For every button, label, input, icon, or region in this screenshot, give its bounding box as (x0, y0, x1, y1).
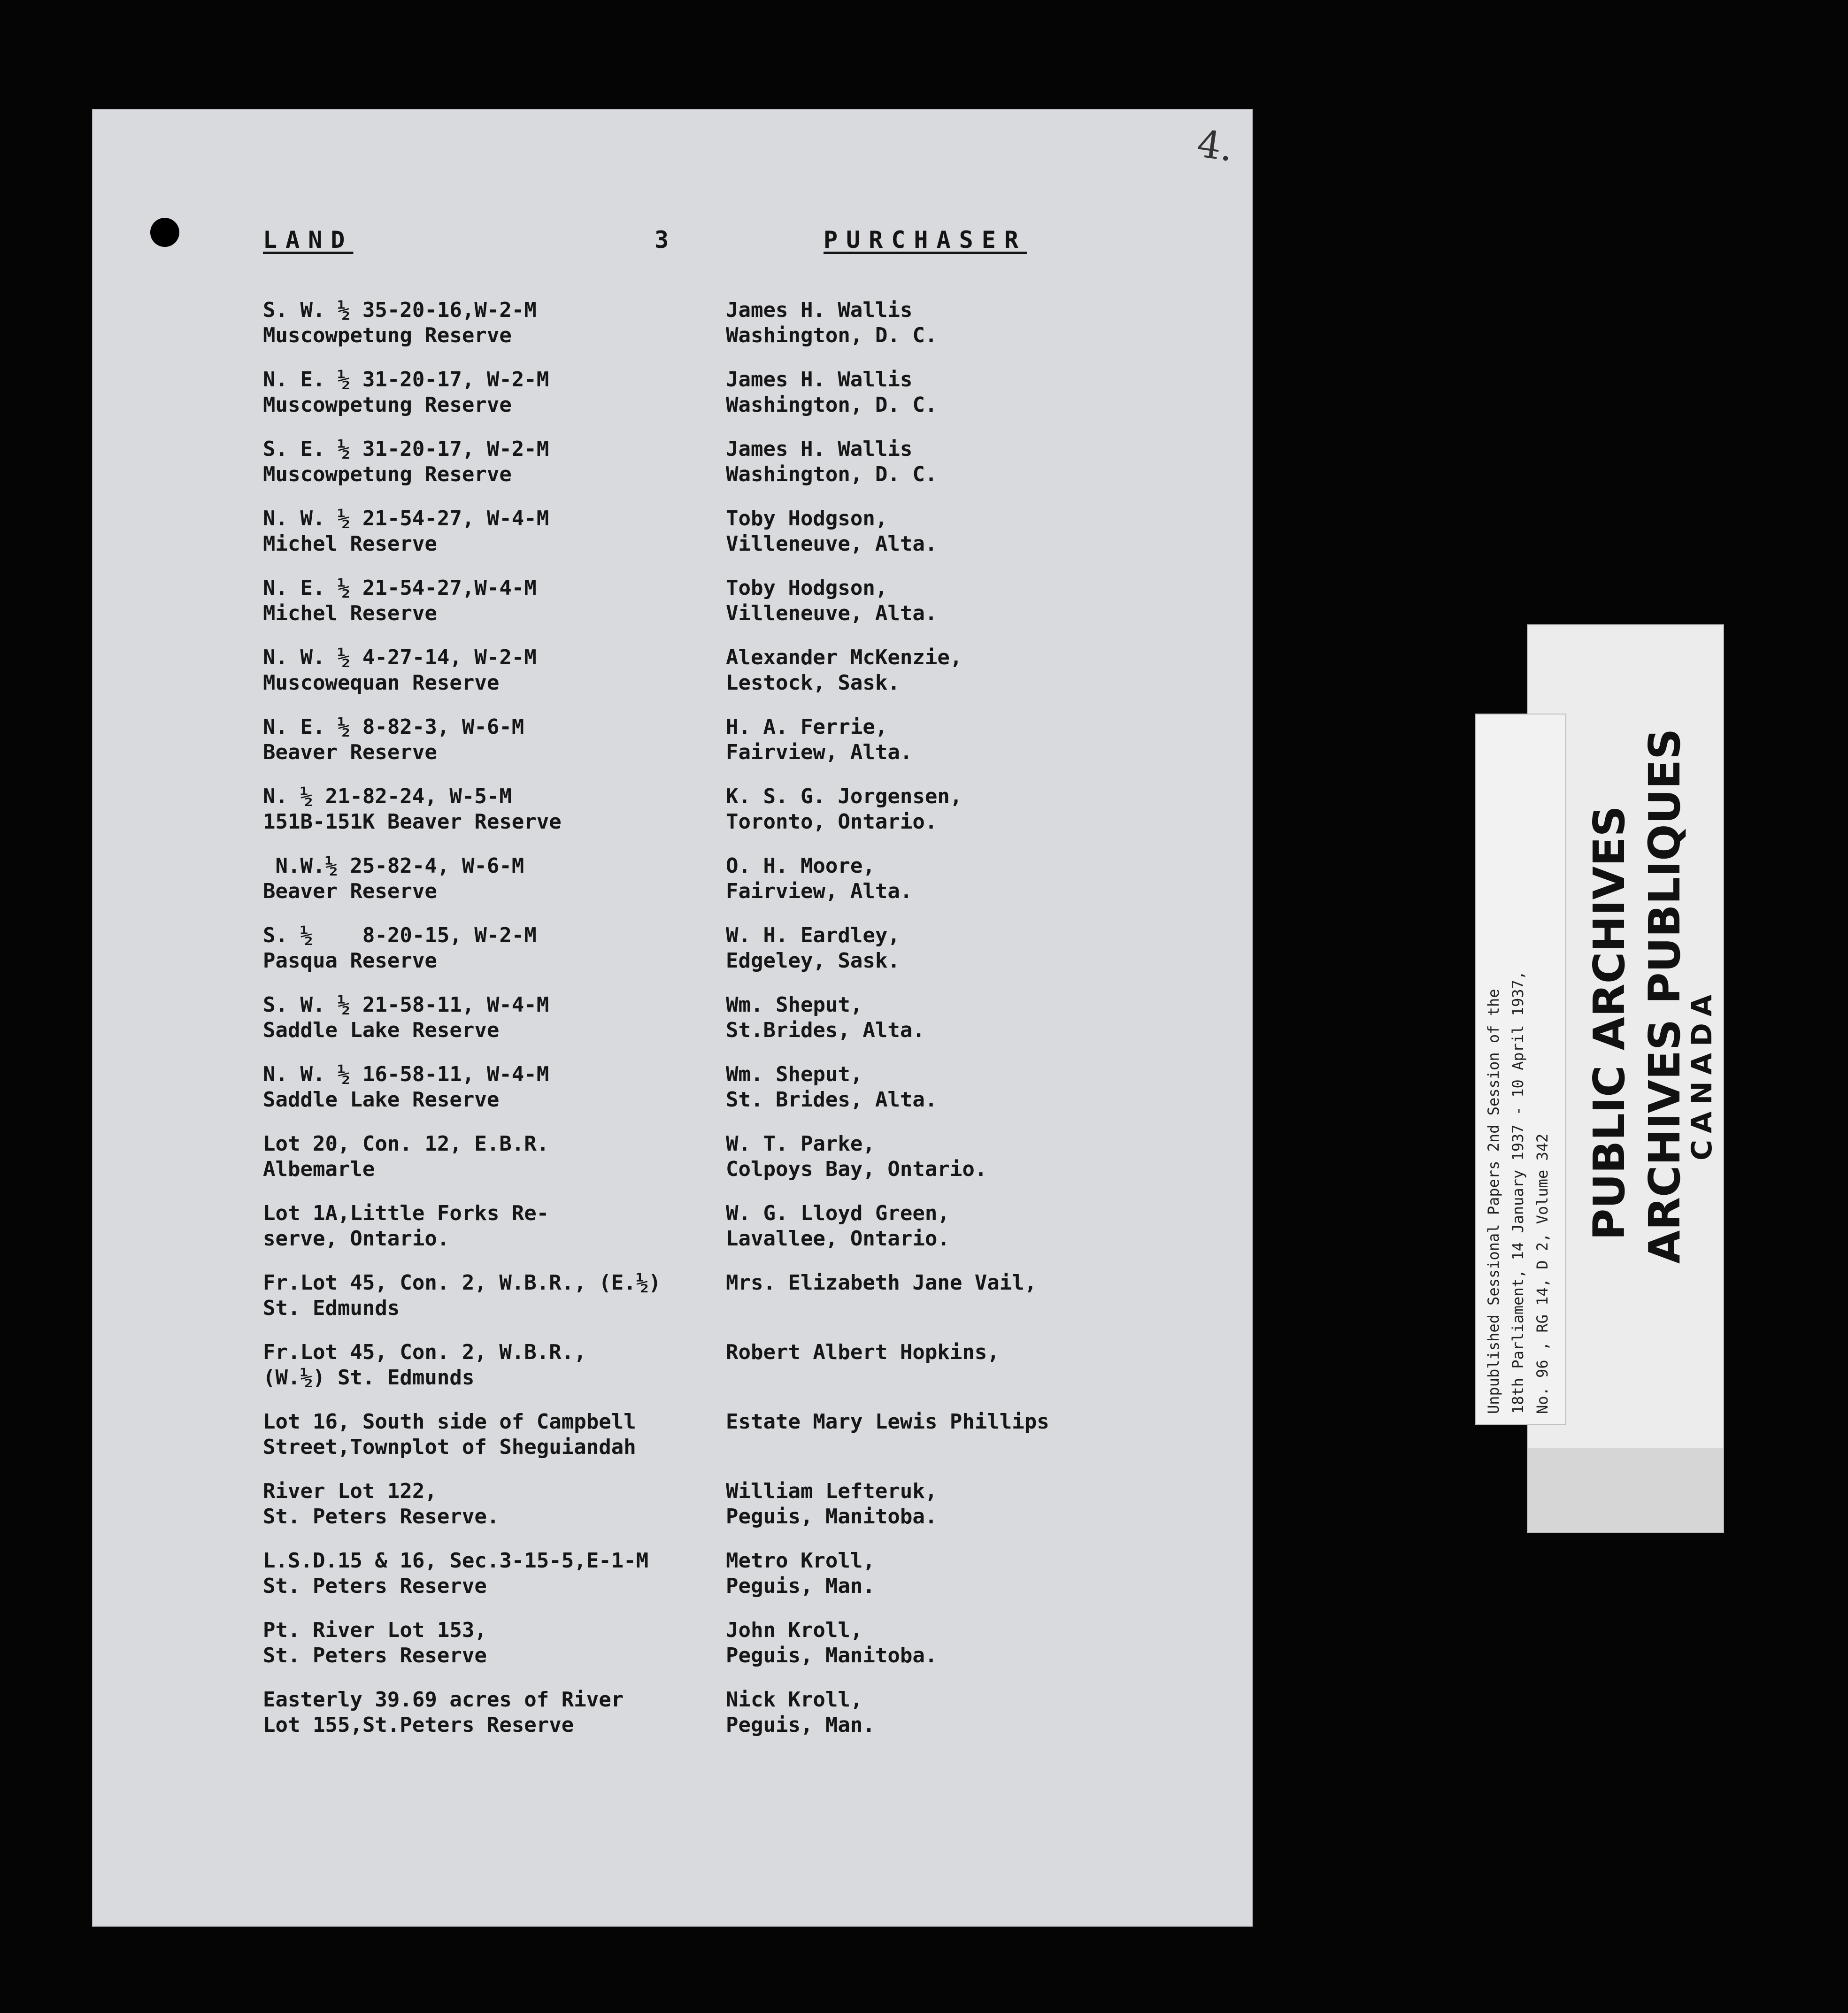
land-line: Pt. River Lot 153, (263, 1618, 487, 1642)
land-line: N. W. ½ 16-58-11, W-4-M (263, 1062, 549, 1086)
purchaser-line: James H. Wallis (726, 298, 913, 322)
land-line: Beaver Reserve (263, 740, 437, 764)
land-line: S. ½ 8-20-15, W-2-M (263, 923, 537, 947)
land-description (263, 645, 770, 696)
sessional-papers-label (1475, 714, 1566, 1425)
land-line: Saddle Lake Reserve (263, 1018, 500, 1042)
purchaser-line: Nick Kroll, (726, 1688, 863, 1712)
purchaser-info (726, 1270, 1242, 1296)
purchaser-info (726, 784, 1242, 835)
purchaser-line: Robert Albert Hopkins, (726, 1340, 1000, 1364)
sale-entry (93, 1548, 1252, 1618)
land-line: N.W.½ 25-82-4, W-6-M (263, 854, 524, 878)
purchaser-info (726, 1548, 1242, 1599)
land-sale-list (93, 298, 1252, 1757)
purchaser-line: Peguis, Man. (726, 1713, 875, 1737)
land-line: Street,Townplot of Sheguiandah (263, 1435, 636, 1459)
land-description (263, 1479, 770, 1529)
sale-entry (93, 1618, 1252, 1687)
land-description (263, 298, 770, 348)
land-line: Fr.Lot 45, Con. 2, W.B.R., (263, 1340, 586, 1364)
purchaser-line: H. A. Ferrie, (726, 715, 888, 739)
sale-entry (93, 645, 1252, 715)
purchaser-info (726, 1062, 1242, 1113)
purchaser-info (726, 853, 1242, 904)
purchaser-line: Toronto, Ontario. (726, 810, 938, 834)
land-description (263, 784, 770, 835)
purchaser-line: St. Brides, Alta. (726, 1088, 938, 1112)
land-line: N. W. ½ 4-27-14, W-2-M (263, 645, 537, 669)
land-line: N. E. ½ 21-54-27,W-4-M (263, 576, 537, 600)
purchaser-line: Wm. Sheput, (726, 993, 863, 1017)
sale-entry (93, 1340, 1252, 1409)
land-description (263, 1131, 770, 1182)
purchaser-info (726, 1479, 1242, 1529)
purchaser-line: W. H. Eardley, (726, 923, 900, 947)
purchaser-line: Toby Hodgson, (726, 576, 888, 600)
sale-entry (93, 992, 1252, 1062)
land-description (263, 1270, 770, 1321)
land-description (263, 367, 770, 418)
land-line: N. W. ½ 21-54-27, W-4-M (263, 507, 549, 530)
purchaser-line: W. T. Parke, (726, 1132, 875, 1156)
purchaser-line: Toby Hodgson, (726, 507, 888, 530)
land-line: Michel Reserve (263, 601, 437, 625)
sale-entry (93, 1479, 1252, 1548)
purchaser-line: Lavallee, Ontario. (726, 1227, 950, 1251)
land-line: St. Peters Reserve (263, 1644, 487, 1667)
purchaser-info (726, 1201, 1242, 1252)
stamp-canada: CANADA (1686, 988, 1718, 1160)
land-line: Pasqua Reserve (263, 949, 437, 973)
land-description (263, 1618, 770, 1668)
page-number: 3 (654, 226, 669, 254)
label-line-3: No. 96 , RG 14, D 2, Volume 342 (1533, 1133, 1551, 1414)
land-line: N. E. ½ 31-20-17, W-2-M (263, 368, 549, 392)
land-line: 151B-151K Beaver Reserve (263, 810, 562, 834)
sale-entry (93, 298, 1252, 367)
purchaser-line: Fairview, Alta. (726, 740, 913, 764)
page-corner-mark: 4. (1194, 122, 1236, 170)
purchaser-line: Peguis, Manitoba. (726, 1505, 938, 1529)
purchaser-info (726, 367, 1242, 418)
stamp-public-archives: PUBLIC ARCHIVES (1584, 806, 1634, 1240)
land-line: Lot 1A,Little Forks Re- (263, 1201, 549, 1225)
purchaser-info (726, 923, 1242, 974)
purchaser-info (726, 298, 1242, 348)
land-description (263, 1409, 770, 1460)
purchaser-info (726, 1687, 1242, 1738)
purchaser-info (726, 645, 1242, 696)
land-line: Muscowequan Reserve (263, 671, 500, 695)
purchaser-line: James H. Wallis (726, 437, 913, 461)
land-line: Michel Reserve (263, 532, 437, 556)
purchaser-line: Metro Kroll, (726, 1549, 875, 1573)
land-line: Beaver Reserve (263, 879, 437, 903)
land-line: St. Peters Reserve (263, 1574, 487, 1598)
purchaser-info (726, 1618, 1242, 1668)
purchaser-line: Washington, D. C. (726, 462, 938, 486)
purchaser-line: Wm. Sheput, (726, 1062, 863, 1086)
purchaser-line: Washington, D. C. (726, 393, 938, 417)
purchaser-info (726, 715, 1242, 765)
land-line: N. E. ½ 8-82-3, W-6-M (263, 715, 524, 739)
sale-entry (93, 1131, 1252, 1201)
purchaser-line: St.Brides, Alta. (726, 1018, 925, 1042)
stamp-archives-publiques: ARCHIVES PUBLIQUES (1640, 728, 1690, 1264)
purchaser-line: K. S. G. Jorgensen, (726, 784, 962, 808)
label-line-1: Unpublished Sessional Papers 2nd Session of the (1485, 989, 1502, 1414)
land-line: Fr.Lot 45, Con. 2, W.B.R., (E.½) (263, 1271, 661, 1295)
purchaser-line: James H. Wallis (726, 368, 913, 392)
land-line: serve, Ontario. (263, 1227, 450, 1251)
punch-hole (150, 218, 179, 247)
sale-entry (93, 715, 1252, 784)
sale-entry (93, 576, 1252, 645)
purchaser-line: Lestock, Sask. (726, 671, 900, 695)
purchaser-line: Peguis, Manitoba. (726, 1644, 938, 1667)
purchaser-line: Alexander McKenzie, (726, 645, 962, 669)
land-line: River Lot 122, (263, 1479, 437, 1503)
sale-entry (93, 1409, 1252, 1479)
land-line: Lot 155,St.Peters Reserve (263, 1713, 574, 1737)
purchaser-line: John Kroll, (726, 1618, 863, 1642)
land-description (263, 1687, 770, 1738)
land-line: Muscowpetung Reserve (263, 462, 512, 486)
land-description (263, 992, 770, 1043)
land-line: St. Edmunds (263, 1296, 400, 1320)
land-column-header: LAND (263, 226, 354, 254)
land-line: Easterly 39.69 acres of River (263, 1688, 624, 1712)
sale-entry (93, 506, 1252, 576)
purchaser-line: Villeneuve, Alta. (726, 601, 938, 625)
land-description (263, 715, 770, 765)
land-line: (W.½) St. Edmunds (263, 1366, 475, 1390)
land-line: S. E. ½ 31-20-17, W-2-M (263, 437, 549, 461)
purchaser-line: Mrs. Elizabeth Jane Vail, (726, 1271, 1037, 1295)
land-description (263, 1548, 770, 1599)
sale-entry (93, 437, 1252, 506)
land-line: L.S.D.15 & 16, Sec.3-15-5,E-1-M (263, 1549, 649, 1573)
purchaser-column-header: PURCHASER (824, 226, 1027, 254)
purchaser-line: Colpoys Bay, Ontario. (726, 1157, 987, 1181)
purchaser-line: William Lefteruk, (726, 1479, 938, 1503)
purchaser-line: Villeneuve, Alta. (726, 532, 938, 556)
sale-entry (93, 1270, 1252, 1340)
sale-entry (93, 923, 1252, 992)
land-description (263, 1201, 770, 1252)
purchaser-info (726, 437, 1242, 487)
purchaser-info (726, 992, 1242, 1043)
purchaser-info (726, 1131, 1242, 1182)
land-line: Muscowpetung Reserve (263, 393, 512, 417)
land-line: Lot 16, South side of Campbell (263, 1410, 636, 1434)
land-description (263, 437, 770, 487)
land-line: Albemarle (263, 1157, 375, 1181)
land-description (263, 853, 770, 904)
purchaser-info (726, 1409, 1242, 1435)
document-page (92, 109, 1253, 1927)
land-line: St. Peters Reserve. (263, 1505, 500, 1529)
sale-entry (93, 1062, 1252, 1131)
purchaser-line: Estate Mary Lewis Phillips (726, 1410, 1049, 1434)
land-line: S. W. ½ 35-20-16,W-2-M (263, 298, 537, 322)
land-line: Muscowpetung Reserve (263, 323, 512, 347)
land-line: Lot 20, Con. 12, E.B.R. (263, 1132, 549, 1156)
sale-entry (93, 784, 1252, 853)
sale-entry (93, 367, 1252, 437)
land-description (263, 1062, 770, 1113)
purchaser-line: Peguis, Man. (726, 1574, 875, 1598)
land-description (263, 1340, 770, 1391)
purchaser-line: Fairview, Alta. (726, 879, 913, 903)
purchaser-line: O. H. Moore, (726, 854, 875, 878)
land-line: S. W. ½ 21-58-11, W-4-M (263, 993, 549, 1017)
sale-entry (93, 853, 1252, 923)
land-line: N. ½ 21-82-24, W-5-M (263, 784, 512, 808)
label-line-2: 18th Parliament, 14 January 1937 - 10 April 1937, (1509, 970, 1527, 1414)
purchaser-info (726, 506, 1242, 557)
purchaser-line: Edgeley, Sask. (726, 949, 900, 973)
land-description (263, 506, 770, 557)
purchaser-info (726, 576, 1242, 626)
land-description (263, 923, 770, 974)
purchaser-line: W. G. Lloyd Green, (726, 1201, 950, 1225)
sale-entry (93, 1687, 1252, 1757)
land-description (263, 576, 770, 626)
sale-entry (93, 1201, 1252, 1270)
land-line: Saddle Lake Reserve (263, 1088, 500, 1112)
purchaser-line: Washington, D. C. (726, 323, 938, 347)
purchaser-info (726, 1340, 1242, 1365)
